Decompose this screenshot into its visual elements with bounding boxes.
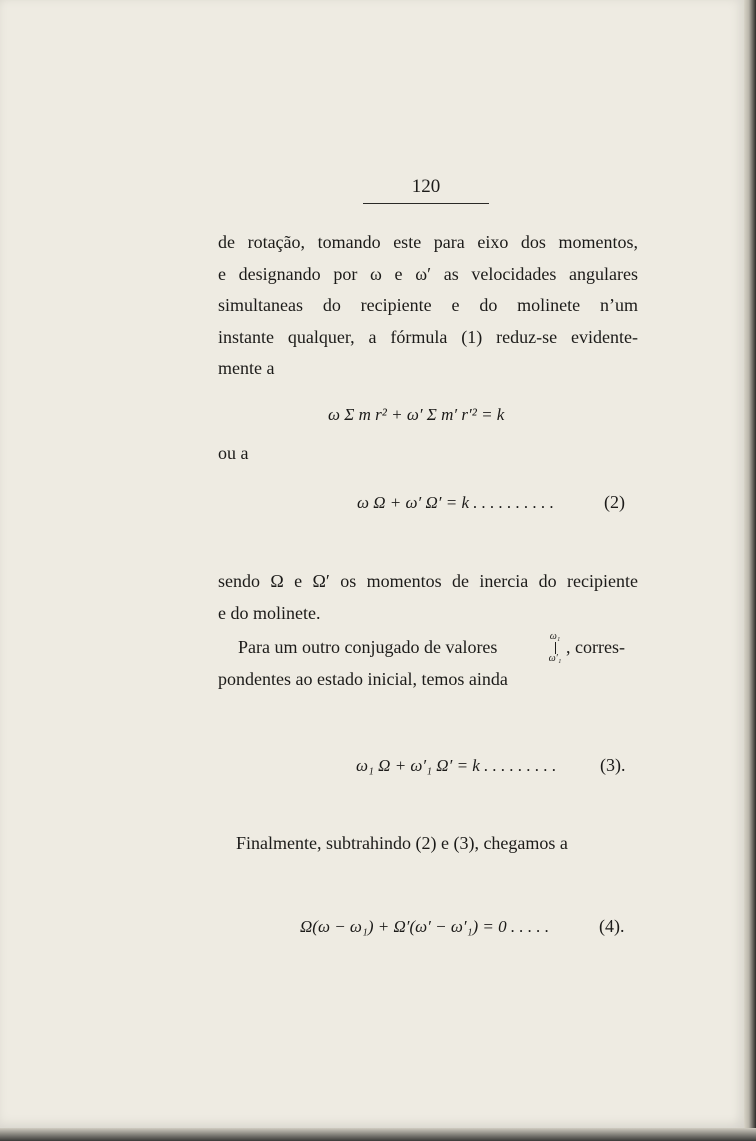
stack-bottom: ω′₁ bbox=[548, 653, 562, 664]
stack-top: ω₁ bbox=[549, 631, 561, 642]
equation-4: Ω(ω − ω₁) + Ω′(ω′ − ω′₁) = 0 . . . . . bbox=[300, 917, 550, 936]
page-edge-right bbox=[744, 0, 756, 1141]
text-line: de rotação, tomando este para eixo dos momentos, bbox=[218, 232, 638, 252]
equation-2-number: (2) bbox=[604, 492, 625, 512]
text-line: instante qualquer, a fórmula (1) reduz-se evidente- bbox=[218, 326, 638, 347]
equation-1: ω Σ m r² + ω′ Σ m′ r′² = k bbox=[328, 405, 505, 424]
paragraph-values-line2: pondentes ao estado inicial, temos ainda bbox=[218, 669, 508, 689]
page-edge-bottom bbox=[0, 1128, 756, 1141]
omega-stack bbox=[548, 632, 562, 664]
text-ou-a: ou a bbox=[218, 443, 249, 463]
page-number: 120 bbox=[363, 176, 489, 204]
equation-4-number: (4). bbox=[599, 916, 625, 936]
paragraph-inertia bbox=[218, 566, 638, 629]
paragraph-values-line1-end: , corres- bbox=[566, 637, 625, 657]
text-line: mente a bbox=[218, 358, 275, 378]
text-line: Para um outro conjugado de valores bbox=[238, 637, 498, 657]
equation-3: ω₁ Ω + ω′₁ Ω′ = k . . . . . . . . . bbox=[356, 756, 557, 775]
text-line: sendo Ω e Ω′ os momentos de inercia do recipiente bbox=[218, 571, 638, 591]
paragraph-rotation bbox=[218, 227, 638, 385]
text-line: e do molinete. bbox=[218, 602, 321, 623]
paragraph-finalmente: Finalmente, subtrahindo (2) e (3), chegamos a bbox=[236, 833, 568, 853]
equation-2: ω Ω + ω′ Ω′ = k . . . . . . . . . . bbox=[357, 493, 555, 512]
text-line: e designando por ω e ω′ as velocidades angulares bbox=[218, 263, 638, 284]
text-line: simultaneas do recipiente e do molinete n’um bbox=[218, 295, 638, 315]
equation-3-number: (3). bbox=[600, 755, 626, 775]
